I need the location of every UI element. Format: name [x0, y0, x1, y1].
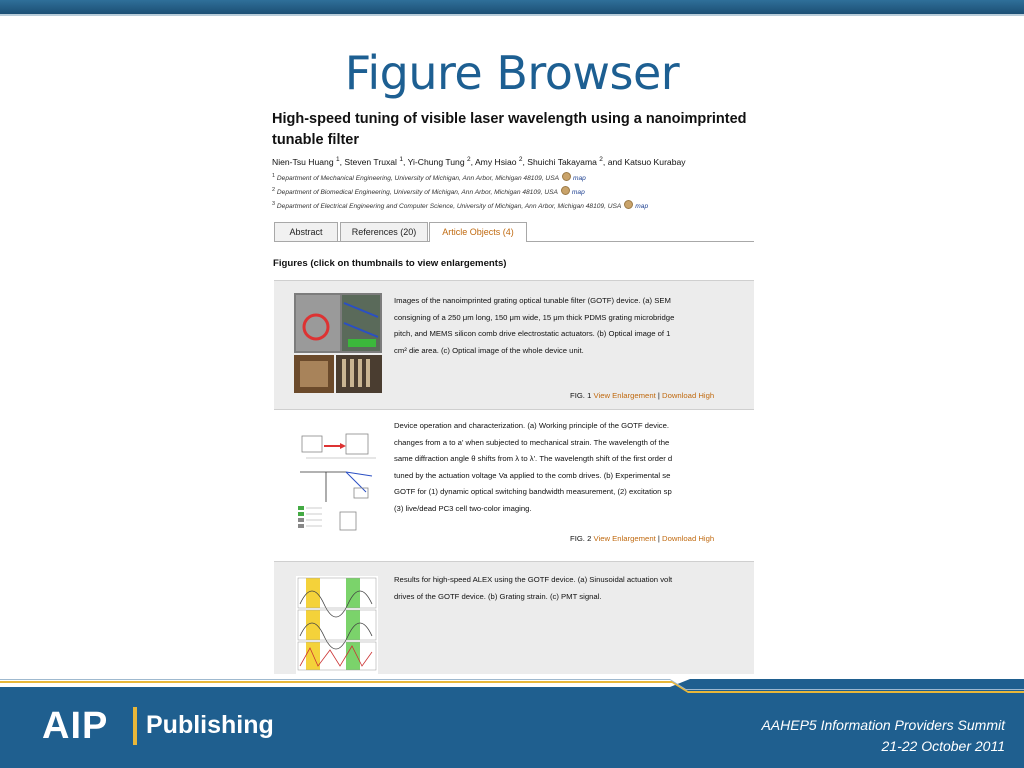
view-enlargement-link[interactable]: View Enlargement — [593, 534, 656, 543]
map-pin-icon[interactable] — [562, 172, 571, 181]
author[interactable]: and Katsuo Kurabay — [607, 156, 686, 167]
article-title[interactable]: High-speed tuning of visible laser wavelength using a nanoimprinted tunable filter — [272, 111, 747, 148]
map-link[interactable]: map — [635, 203, 649, 210]
view-enlargement-link[interactable]: View Enlargement — [593, 391, 656, 400]
download-high-link[interactable]: Download High — [662, 391, 715, 400]
map-pin-icon[interactable] — [624, 200, 633, 209]
author[interactable]: Shuichi Takayama $^2$ — [527, 156, 603, 167]
event-name: AAHEP5 Information Providers Summit — [761, 717, 1005, 733]
footer-event-info — [761, 715, 1005, 757]
figure-2-caption: Device operation and characterization. (a) Working principle of the GOTF device. changes from a to a' when subjected to mechanical strain. The wavelength of the same diffraction angle θ shifts from λ to λ'. The wavelength shift of the first order d tuned by the actuation voltage Va applied to the comb drives. (b) Experimental se GOTF for (1) dynamic optical switching bandwidth measurement, (2) excitation sp (3) live/dead PC3 cell two-color imaging. — [394, 421, 673, 513]
figure-3-caption: Results for high-speed ALEX using the GOTF device. (a) Sinusoidal actuation volt drives of the GOTF device. (b) Grating strain. (c) PMT signal. — [394, 575, 673, 601]
top-accent-line — [0, 14, 1024, 16]
top-color-bar — [0, 0, 1024, 14]
affiliation: $^2$ Department of Biomedical Engineering, University of Michigan, Ann Arbor, Michigan 48109, USA map — [272, 186, 585, 196]
article-screenshot — [272, 104, 754, 674]
map-link[interactable]: map — [573, 175, 586, 182]
author[interactable]: Nien-Tsu Huang $^1$ — [272, 156, 340, 167]
author[interactable]: Steven Truxal $^1$ — [344, 156, 403, 167]
author[interactable]: Amy Hsiao $^2$ — [474, 156, 523, 167]
figures-heading: Figures (click on thumbnails to view enlargements) — [273, 258, 507, 269]
figure-2-thumbnail[interactable] — [296, 432, 382, 538]
figure-1-links: FIG. 1 View Enlargement | Download High — [570, 391, 715, 400]
figure-row-1 — [274, 281, 754, 409]
figure-1-thumbnail[interactable] — [294, 293, 382, 393]
figure-1-caption: Images of the nanoimprinted grating optical tunable filter (GOTF) device. (a) SEM consigning of a 250 μm long, 150 μm wide, 15 μm thick PDMS grating microbridge pitch, and MEMS silicon comb drive electrostatic actuators. (b) Optical image of 1 cm² die area. (c) Optical image of the whole device unit. — [394, 296, 675, 355]
event-date: 21-22 October 2011 — [881, 738, 1005, 754]
author[interactable]: Yi-Chung Tung $^2$ — [407, 156, 471, 167]
figure-2-links: FIG. 2 View Enlargement | Download High — [570, 534, 715, 543]
article-tabs — [274, 222, 754, 242]
map-pin-icon[interactable] — [561, 186, 570, 195]
tab-abstract[interactable]: Abstract — [274, 222, 338, 241]
figure-row-3 — [274, 562, 754, 674]
download-high-link[interactable]: Download High — [662, 534, 715, 543]
figure-3-thumbnail[interactable] — [296, 576, 378, 674]
logo-divider — [133, 707, 137, 745]
affiliation: $^3$ Department of Electrical Engineering and Computer Science, University of Michigan, Ann Arbor, Michigan 48109, USA map — [272, 200, 649, 210]
slide-title: Figure Browser — [344, 46, 680, 100]
tab-article-objects[interactable]: Article Objects (4) — [429, 222, 527, 242]
figure-row-2 — [274, 410, 754, 556]
author-list: Nien-Tsu Huang $^1$, Steven Truxal $^1$, Yi-Chung Tung $^2$, Amy Hsiao $^2$, Shuichi Takayama $^2$, and Katsuo Kurabay — [272, 156, 686, 167]
tab-references[interactable]: References (20) — [340, 222, 428, 241]
map-link[interactable]: map — [571, 189, 585, 196]
affiliation: $^1$ Department of Mechanical Engineering, University of Michigan, Ann Arbor, Michigan 48109, USA map — [272, 172, 586, 182]
